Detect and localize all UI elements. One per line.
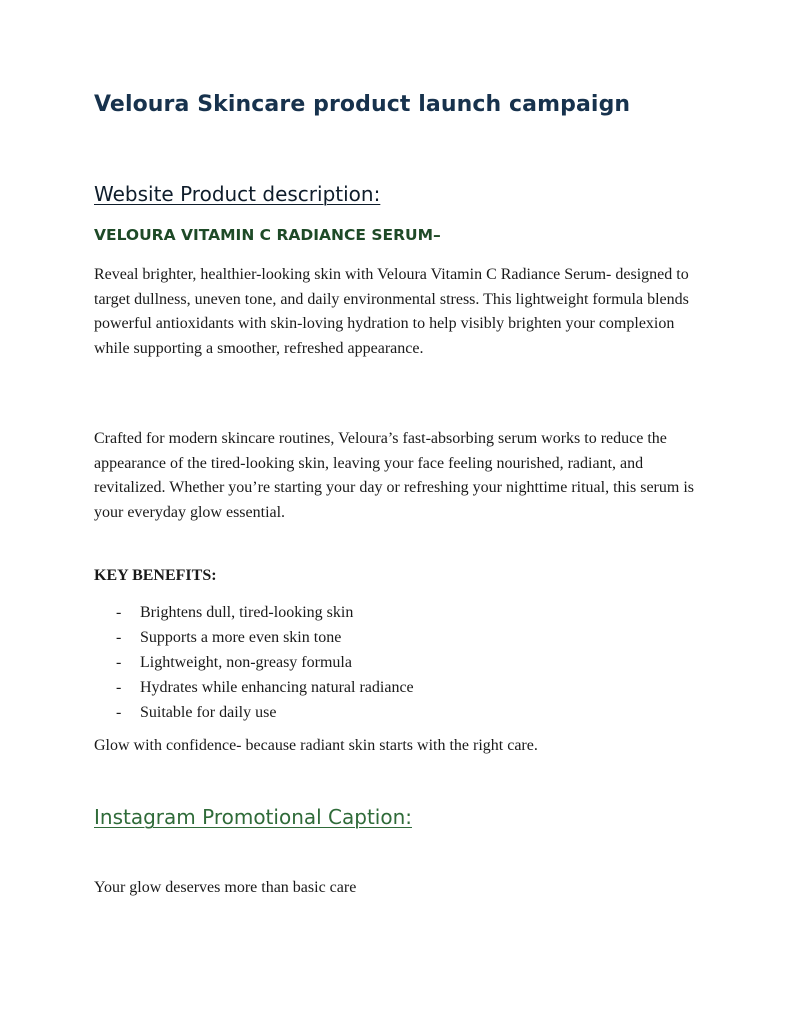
list-dash-marker: -	[116, 654, 122, 671]
website-section-heading: Website Product description:	[94, 182, 381, 206]
instagram-section-heading: Instagram Promotional Caption:	[94, 805, 412, 829]
benefit-text: Hydrates while enhancing natural radiance	[140, 679, 414, 696]
product-description-paragraph-2: Crafted for modern skincare routines, Veloura’s fast-absorbing serum works to reduce the appearance of the tired-looking skin, leaving your face feeling nourished, radiant, and revitalized. Whether you’re starting your day or refreshing your nighttime ritual, this serum is your everyday glow essential.	[94, 430, 694, 521]
key-benefits-heading: KEY BENEFITS:	[94, 567, 217, 584]
closing-line: Glow with confidence- because radiant skin starts with the right care.	[94, 737, 538, 754]
benefit-text: Brightens dull, tired-looking skin	[140, 604, 354, 621]
benefit-text: Suitable for daily use	[140, 704, 277, 721]
benefit-text: Lightweight, non-greasy formula	[140, 654, 352, 671]
list-dash-marker: -	[116, 629, 122, 646]
benefit-text: Supports a more even skin tone	[140, 629, 342, 646]
list-dash-marker: -	[116, 604, 122, 621]
instagram-caption-line: Your glow deserves more than basic care	[94, 879, 357, 896]
document-title: Veloura Skincare product launch campaign	[94, 92, 631, 117]
list-dash-marker: -	[116, 679, 122, 696]
list-dash-marker: -	[116, 704, 122, 721]
product-description-paragraph-1: Reveal brighter, healthier-looking skin with Veloura Vitamin C Radiance Serum- designed to target dullness, uneven tone, and daily environmental stress. This lightweight formula blends powerful antioxidants with skin-loving hydration to help visibly brighten your complexion while supporting a smoother, refreshed appearance.	[94, 266, 689, 357]
product-name-heading: VELOURA VITAMIN C RADIANCE SERUM–	[94, 226, 441, 244]
